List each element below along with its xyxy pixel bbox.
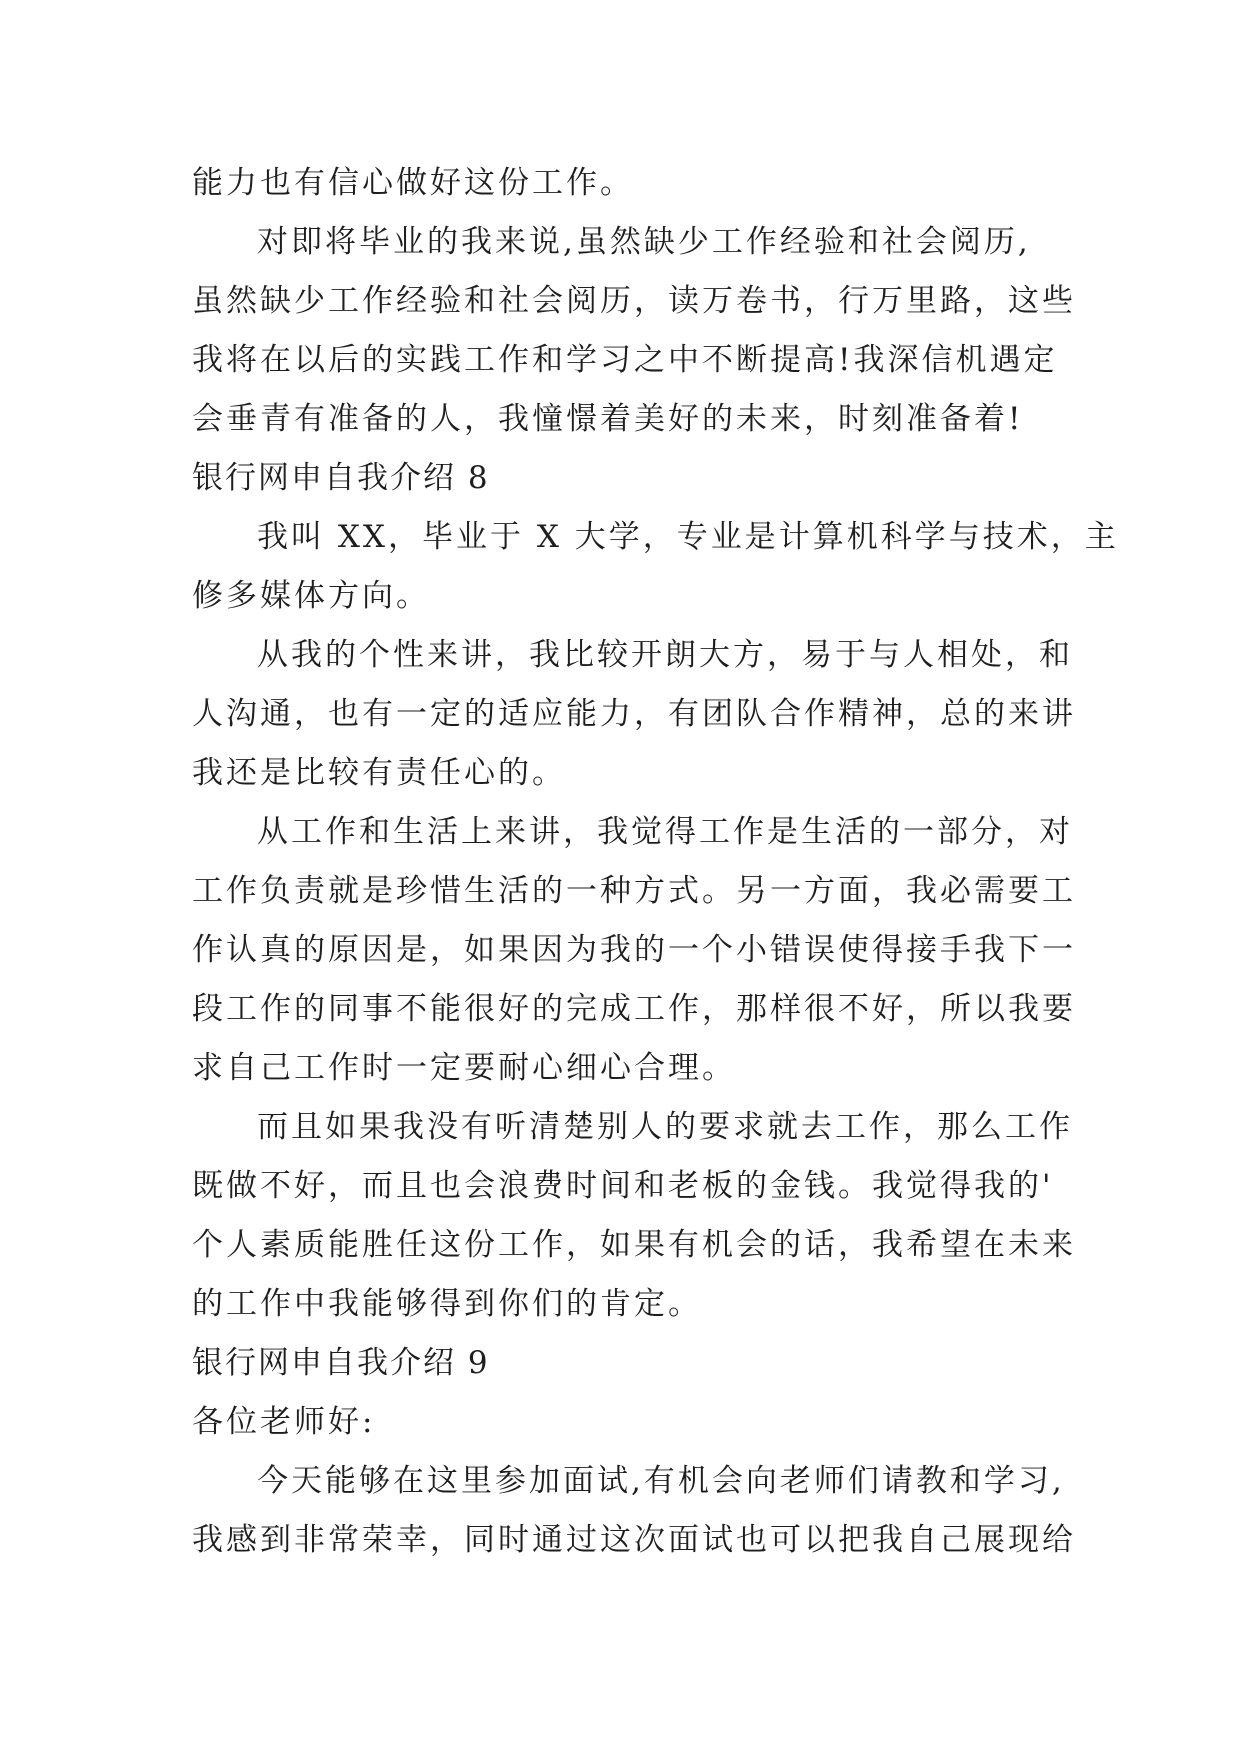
paragraph-line: 虽然缺少工作经验和社会阅历，读万卷书，行万里路，这些 [192, 283, 1076, 319]
paragraph-line: 修多媒体方向。 [192, 578, 430, 614]
paragraph-line: 求自己工作时一定要耐心细心合理。 [192, 1050, 736, 1086]
paragraph-line: 既做不好，而且也会浪费时间和老板的金钱。我觉得我的' [192, 1168, 1054, 1204]
paragraph-line: 工作负责就是珍惜生活的一种方式。另一方面，我必需要工 [192, 873, 1076, 909]
paragraph-line: 会垂青有准备的人，我憧憬着美好的未来，时刻准备着! [192, 401, 1024, 437]
paragraph-line: 我感到非常荣幸，同时通过这次面试也可以把我自己展现给 [192, 1522, 1076, 1558]
paragraph-line: 而且如果我没有听清楚别人的要求就去工作，那么工作 [257, 1109, 1073, 1145]
paragraph-line: 我将在以后的实践工作和学习之中不断提高!我深信机遇定 [192, 342, 1058, 378]
paragraph-line: 的工作中我能够得到你们的肯定。 [192, 1286, 702, 1322]
paragraph-line: 作认真的原因是，如果因为我的一个小错误使得接手我下一 [192, 932, 1076, 968]
paragraph-line: 今天能够在这里参加面试,有机会向老师们请教和学习, [257, 1463, 1065, 1499]
section-heading: 银行网申自我介绍 9 [192, 1345, 490, 1381]
salutation-line: 各位老师好: [192, 1404, 376, 1440]
paragraph-line: 人沟通，也有一定的适应能力，有团队合作精神，总的来讲 [192, 696, 1076, 732]
section-heading: 银行网申自我介绍 8 [192, 460, 490, 496]
paragraph-line: 对即将毕业的我来说,虽然缺少工作经验和社会阅历, [257, 224, 1031, 260]
paragraph-line: 我还是比较有责任心的。 [192, 755, 566, 791]
document-body [192, 154, 1119, 1570]
paragraph-line: 从工作和生活上来讲，我觉得工作是生活的一部分，对 [257, 814, 1073, 850]
paragraph-line: 我叫 XX，毕业于 X 大学，专业是计算机科学与技术，主 [257, 519, 1119, 555]
paragraph-line: 从我的个性来讲，我比较开朗大方，易于与人相处，和 [257, 637, 1073, 673]
paragraph-line: 个人素质能胜任这份工作，如果有机会的话，我希望在未来 [192, 1227, 1076, 1263]
paragraph-line: 能力也有信心做好这份工作。 [192, 165, 634, 201]
paragraph-line: 段工作的同事不能很好的完成工作，那样很不好，所以我要 [192, 991, 1076, 1027]
